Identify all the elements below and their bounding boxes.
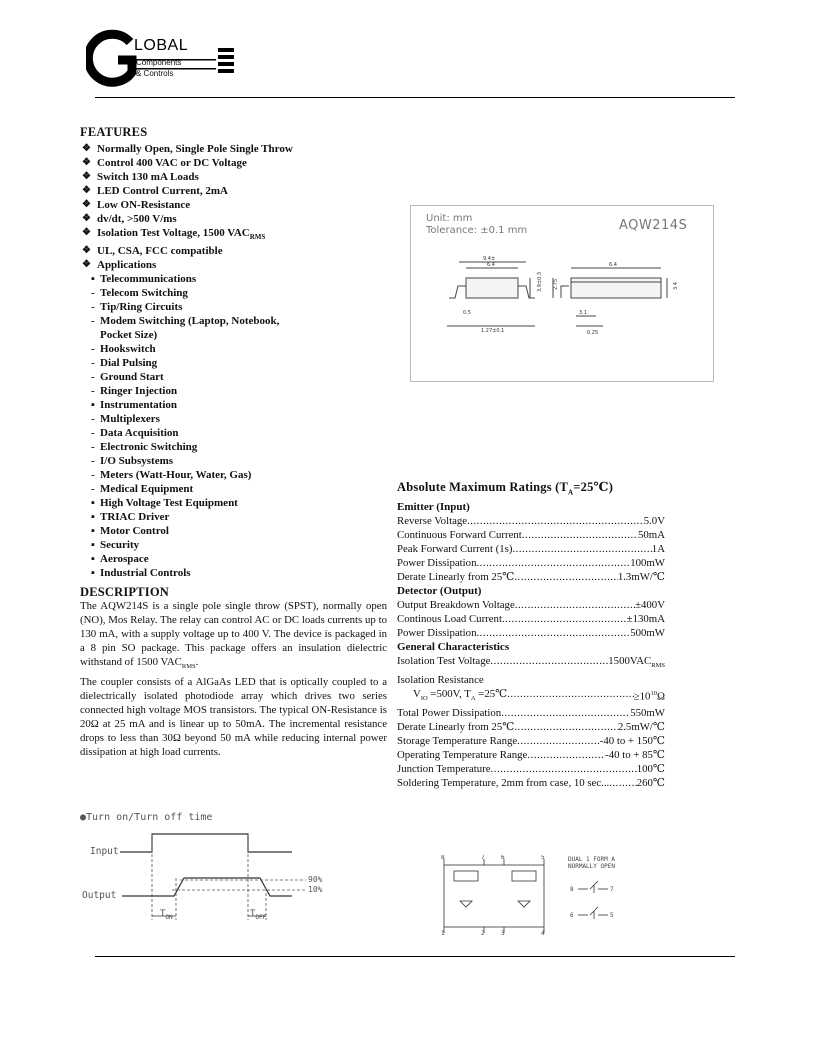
feature-item: ❖ Low ON-Resistance: [82, 199, 191, 211]
general-heading: General Characteristics: [397, 640, 510, 653]
features-list: [80, 142, 380, 272]
spec-row: Continuous Forward Current ..... 50mA: [397, 528, 665, 542]
application-item: ▪ Security: [91, 539, 140, 552]
feature-item: ❖ dv/dt, >500 V/ms: [82, 213, 177, 225]
spec-row-isolation-test: Isolation Test Voltage ..... $1500VAC_{RMS}$: [397, 654, 665, 673]
feature-item: ❖ LED Control Current, 2mA: [82, 185, 228, 197]
timing-90-label: 90%: [308, 875, 323, 884]
application-item: - Medical Equipment: [91, 483, 194, 496]
applications-list: [80, 272, 380, 580]
spec-row: Operating Temperature Range ..... -40 to + 85℃: [397, 748, 665, 762]
feature-item: ❖ Isolation Test Voltage, 1500 $VAC_{RMS}$: [82, 227, 266, 242]
schematic-diagram: [440, 855, 660, 935]
pin-label: 5: [541, 855, 545, 861]
switch-label: 6: [570, 912, 574, 919]
feature-item: ❖ Control 400 VAC or DC Voltage: [82, 157, 247, 169]
pin-label: 1: [441, 930, 445, 935]
application-item: - Data Acquisition: [91, 427, 179, 440]
switch-label: 8: [570, 886, 574, 893]
spec-row-viso: $V_{IO} =500V$, $T_A$ =25℃ ..... $\ge 10^{10}\Omega$: [397, 687, 665, 706]
spec-row: Total Power Dissipation ..... 550mW: [397, 706, 665, 720]
emitter-rows: [397, 514, 665, 584]
dim-label: 2.75: [553, 278, 559, 290]
feature-item: ❖ Normally Open, Single Pole Single Throw: [82, 143, 293, 155]
ratings-title: Absolute Maximum Ratings $(T_A=25℃)$: [397, 480, 614, 497]
application-item: - Ringer Injection: [91, 385, 178, 398]
application-item: Pocket Size): [100, 329, 158, 342]
pin-label: 4: [541, 930, 545, 935]
dim-label: 6.4: [487, 262, 495, 268]
timing-title: ●Turn on/Turn off time: [80, 812, 213, 823]
timing-input-label: Input: [90, 846, 119, 857]
package-unit: Unit: mm: [426, 213, 473, 224]
application-item: ▪ High Voltage Test Equipment: [91, 497, 238, 510]
spec-row: Derate Linearly from 25℃ ..... 2.5mW/℃: [397, 720, 665, 734]
spec-row: Reverse Voltage ..... 5.0V: [397, 514, 665, 528]
logo-word: LOBAL: [134, 37, 189, 54]
features-title: FEATURES: [80, 125, 148, 139]
spec-row: Junction Temperature ..... 100℃: [397, 762, 665, 776]
spec-row: Continous Load Current ..... ±130mA: [397, 612, 665, 626]
application-item: ▪ Industrial Controls: [91, 567, 191, 580]
dim-label: 0.25: [587, 330, 599, 336]
description-section: [80, 585, 387, 759]
description-paragraph-2: The coupler consists of a AlGaAs LED that is optically coupled to a dielectrically isolated photodiode array which drives two series connected high voltage MOS transistors. The typical ON-Resistance is 20Ω at 25 mA and is linear up to 50mA. The incremental resistance drops to less than 30Ω beyond 50 mA while reducing internal power dissipation at high load currents.: [80, 675, 387, 759]
timing-waveform-svg: [80, 812, 370, 932]
application-item: - Ground Start: [91, 371, 164, 384]
ratings-section: [397, 480, 665, 790]
schematic-legend-2: NORMALLY OPEN: [568, 863, 615, 870]
pin-label: 7: [481, 855, 485, 861]
feature-item: ❖ UL, CSA, FCC compatible: [82, 245, 223, 258]
package-tolerance: Tolerance: ±0.1 mm: [426, 225, 528, 236]
logo-line2: & Controls: [136, 69, 174, 78]
application-item: - Dial Pulsing: [91, 357, 158, 370]
application-item: ▪ Aerospace: [91, 553, 149, 566]
emitter-heading: Emitter (Input): [397, 500, 470, 513]
package-drawing: [410, 205, 714, 382]
application-item: ▪ Instrumentation: [91, 399, 178, 412]
feature-item: ❖ Switch 130 mA Loads: [82, 171, 199, 183]
isolation-resistance-label: Isolation Resistance: [397, 673, 484, 686]
application-item: ▪ Motor Control: [91, 525, 169, 538]
feature-item: ❖ Applications: [82, 259, 157, 272]
spec-row: Soldering Temperature, 2mm from case, 10 sec... ..... 260℃: [397, 776, 665, 790]
logo-line1: Components: [136, 58, 182, 67]
dim-label: 3.4: [673, 282, 679, 290]
timing-diagram: [80, 812, 370, 932]
switch-label: 7: [610, 886, 614, 893]
application-item: - Hookswitch: [91, 343, 156, 356]
detector-rows: [397, 598, 665, 640]
spec-row: Derate Linearly from 25℃ ..... 1.3mW/℃: [397, 570, 665, 584]
application-item: - Electronic Switching: [91, 441, 198, 454]
spec-row: Power Dissipation ..... 100mW: [397, 556, 665, 570]
description-title: DESCRIPTION: [80, 585, 170, 599]
pin-label: 2: [481, 930, 485, 935]
application-item: ▪ Telecommunications: [91, 273, 197, 286]
pin-label: 3: [501, 930, 505, 935]
package-part-number: AQW214S: [619, 218, 688, 233]
application-item: - Tip/Ring Circuits: [91, 301, 183, 314]
dim-label: 1.27±0.1: [481, 328, 505, 334]
spec-row: Peak Forward Current (1s) ..... 1A: [397, 542, 665, 556]
dim-label: 0.5: [463, 310, 471, 316]
application-item: - Telecom Switching: [91, 287, 188, 300]
description-paragraph-1: The AQW214S is a single pole single throw (SPST), normally open (NO), Mos Relay. The relay can control AC or DC loads currents up to 130 mA, with a supply voltage up to 400 V. The device is packaged in a 8 pin SO package. This package offers an insulation dielectric withstand of 1500 $VAC_{RMS}$.: [80, 600, 387, 671]
company-logo: [86, 28, 246, 88]
application-item: - I/O Subsystems: [91, 455, 174, 468]
timing-ton-label: $T_{ON}$: [160, 909, 173, 921]
dim-label: 3.1: [579, 310, 587, 316]
features-section: [80, 125, 380, 580]
package-outline-svg: [411, 246, 713, 356]
input-waveform: [120, 834, 292, 852]
application-item: ▪ TRIAC Driver: [91, 511, 170, 524]
application-item: - Modem Switching (Laptop, Notebook,: [91, 315, 280, 328]
application-item: - Multiplexers: [91, 413, 160, 426]
general-rows: [397, 706, 665, 790]
spec-row: Power Dissipation ..... 500mW: [397, 626, 665, 640]
schematic-legend-1: DUAL 1 FORM A: [568, 856, 615, 863]
schematic-svg: [440, 855, 660, 935]
dim-label: 3.9±0.3: [537, 271, 543, 292]
switch-label: 5: [610, 912, 614, 919]
dim-label: 9.4±: [483, 256, 496, 262]
timing-10-label: 10%: [308, 885, 323, 894]
spec-row: Storage Temperature Range ..... -40 to + 150℃: [397, 734, 665, 748]
timing-output-label: Output: [82, 890, 117, 901]
header-rule: [95, 97, 735, 98]
spec-row: Output Breakdown Voltage ..... ±400V: [397, 598, 665, 612]
dim-label: 6.4: [609, 262, 617, 268]
footer-rule: [95, 956, 735, 957]
pin-label: 8: [441, 855, 445, 861]
detector-heading: Detector (Output): [397, 584, 482, 597]
pin-label: 6: [501, 855, 505, 861]
timing-toff-label: $T_{OFF}$: [250, 909, 267, 921]
application-item: - Meters (Watt-Hour, Water, Gas): [91, 469, 252, 482]
output-waveform: [122, 878, 292, 896]
